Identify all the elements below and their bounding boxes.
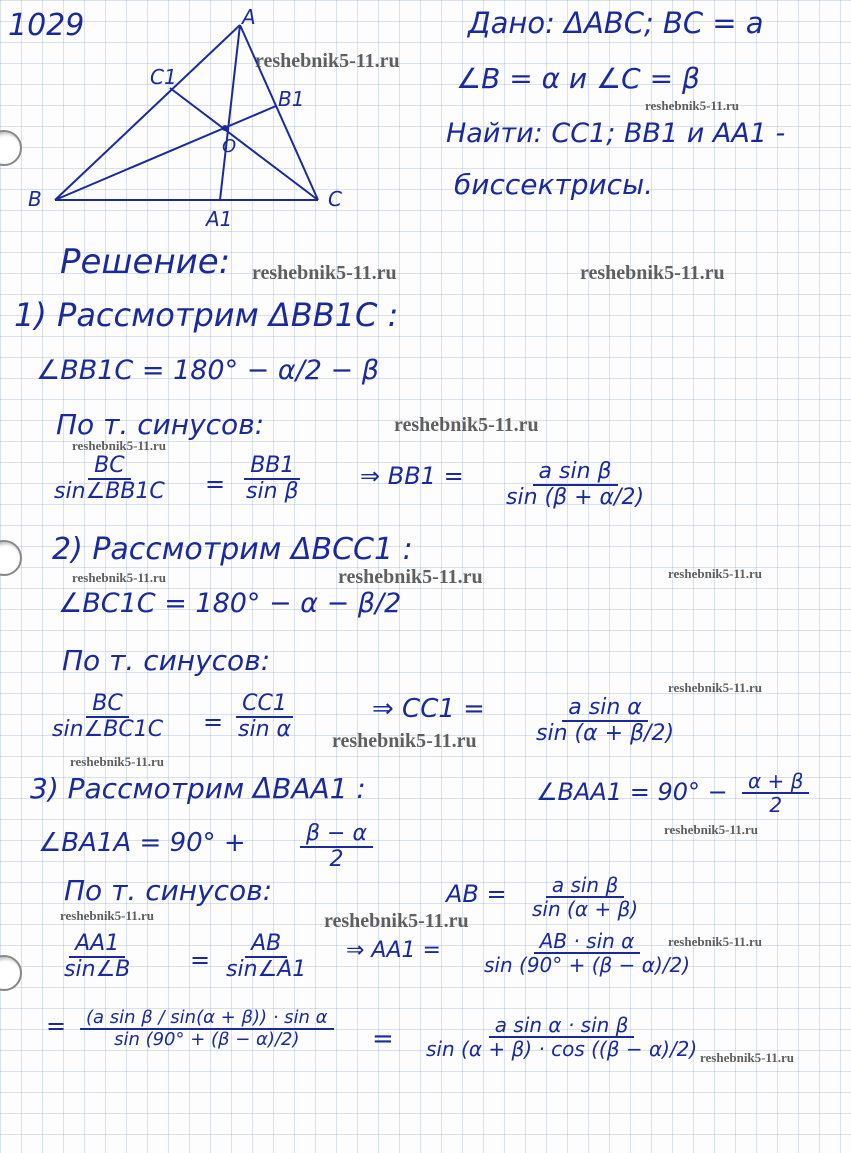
step3-result-lhs: ⇒ AA1 = <box>346 938 441 963</box>
step3-frac-ab <box>220 932 312 982</box>
given-line-2: ∠B = α и ∠C = β <box>456 62 700 95</box>
watermark: reshebnik5-11.ru <box>664 822 759 837</box>
step3-title: 3) Рассмотрим ΔBAA1 : <box>30 772 366 805</box>
fraction-numerator: BC <box>88 454 130 480</box>
fraction-numerator: AB · sin α <box>534 930 641 954</box>
watermark: reshebnik5-11.ru <box>580 262 725 284</box>
step3-angle-ba1a-frac <box>300 822 373 872</box>
fraction-numerator: AB <box>245 932 287 958</box>
fraction-denominator: sin β <box>246 479 299 505</box>
fraction-denominator: sin α <box>238 717 292 743</box>
given-line-1: Дано: ΔABC; BC = a <box>468 6 764 40</box>
equals-sign: = <box>205 470 226 498</box>
watermark: reshebnik5-11.ru <box>338 566 483 588</box>
fraction-numerator: CC1 <box>236 692 293 718</box>
step1-angle: ∠BB1C = 180° − α/2 − β <box>36 355 379 386</box>
fraction-denominator: sin (α + β) · cos ((β − α)/2) <box>426 1037 698 1061</box>
triangle-figure <box>0 0 360 230</box>
label-o: O <box>222 136 237 157</box>
step2-sines: По т. синусов: <box>62 644 271 677</box>
step1-frac-bb1 <box>240 454 305 504</box>
fraction-numerator: a sin α <box>562 696 648 722</box>
step3-ab-lhs: AB = <box>446 880 507 908</box>
watermark: reshebnik5-11.ru <box>394 414 539 436</box>
fraction-numerator: a sin β <box>533 460 618 486</box>
step2-result-lhs: ⇒ CC1 = <box>372 694 485 724</box>
watermark: reshebnik5-11.ru <box>72 438 167 453</box>
fraction-numerator: a sin β <box>546 874 624 898</box>
label-b: B <box>28 187 42 211</box>
step3-frac-aa1 <box>58 932 136 982</box>
fraction-denominator: sin∠A1 <box>226 957 307 983</box>
step2-title: 2) Рассмотрим ΔBCC1 : <box>52 532 413 567</box>
step2-frac-cc1 <box>232 692 297 742</box>
binder-hole <box>0 540 22 576</box>
problem-number: 1029 <box>8 8 85 43</box>
watermark: reshebnik5-11.ru <box>72 570 167 585</box>
fraction-numerator: BC <box>86 692 128 718</box>
watermark: reshebnik5-11.ru <box>70 754 165 769</box>
find-line-2: биссектрисы. <box>454 168 654 201</box>
step3-ab <box>526 874 644 920</box>
fraction-denominator: sin (90° + (β − α)/2) <box>114 1028 300 1050</box>
watermark: reshebnik5-11.ru <box>668 934 763 949</box>
step2-angle: ∠BC1C = 180° − α − β/2 <box>58 588 402 619</box>
step1-result <box>500 460 650 510</box>
side-ab <box>55 25 240 200</box>
label-c1: C1 <box>150 65 177 89</box>
watermark: reshebnik5-11.ru <box>700 1050 795 1065</box>
step3-angle-ba1a: ∠BA1A = 90° + <box>38 828 246 858</box>
watermark: reshebnik5-11.ru <box>668 566 763 581</box>
fraction-numerator: (a sin β / sin(α + β)) · sin α <box>80 1008 334 1030</box>
equals-sign: = <box>203 708 224 736</box>
bisector-bb1 <box>55 106 276 200</box>
fraction-denominator: sin (β + α/2) <box>506 485 645 511</box>
step2-result <box>530 696 680 746</box>
watermark: reshebnik5-11.ru <box>332 730 477 752</box>
label-a: A <box>242 5 256 29</box>
fraction-denominator: sin (α + β/2) <box>536 721 675 747</box>
step3-sines: По т. синусов: <box>64 874 273 907</box>
fraction-denominator: sin (α + β) <box>532 897 639 921</box>
fraction-denominator: 2 <box>329 847 344 873</box>
fraction-numerator: α + β <box>742 770 809 794</box>
step3-result <box>478 930 696 976</box>
fraction-denominator: sin (90° + (β − α)/2) <box>484 953 691 977</box>
fraction-numerator: AA1 <box>69 932 125 958</box>
watermark: reshebnik5-11.ru <box>60 908 155 923</box>
step1-frac-bc <box>48 454 171 504</box>
binder-hole <box>0 955 22 991</box>
fraction-denominator: sin∠B <box>64 957 131 983</box>
watermark: reshebnik5-11.ru <box>255 50 400 72</box>
fraction-denominator: 2 <box>769 793 783 817</box>
label-b1: B1 <box>278 87 305 111</box>
middle-equals: = <box>372 1024 394 1054</box>
watermark: reshebnik5-11.ru <box>252 262 397 284</box>
label-c: C <box>328 187 342 211</box>
solution-heading: Решение: <box>60 242 231 282</box>
find-line-1: Найти: CC1; BB1 и AA1 - <box>446 118 786 149</box>
step1-sines: По т. синусов: <box>56 408 265 441</box>
fraction-denominator: sin∠BB1C <box>54 479 165 505</box>
step3-angle-bae-frac <box>742 770 809 816</box>
watermark: reshebnik5-11.ru <box>645 98 740 113</box>
label-a1: A1 <box>206 207 233 230</box>
step3-angle-bae: ∠BAA1 = 90° − <box>536 778 728 806</box>
incenter-point <box>222 125 228 131</box>
fraction-numerator: a sin α · sin β <box>489 1014 635 1038</box>
bisector-aa1 <box>220 25 240 200</box>
equals-sign: = <box>190 946 211 974</box>
watermark: reshebnik5-11.ru <box>668 680 763 695</box>
step2-frac-bc <box>46 692 169 742</box>
step3-final-2 <box>420 1014 703 1060</box>
step1-title: 1) Рассмотрим ΔBB1C : <box>14 296 399 334</box>
leading-equals: = <box>46 1012 67 1040</box>
fraction-numerator: β − α <box>300 822 373 848</box>
fraction-denominator: sin∠BC1C <box>52 717 164 743</box>
watermark: reshebnik5-11.ru <box>324 910 469 932</box>
step3-final-1 <box>80 1008 334 1050</box>
step1-result-lhs: ⇒ BB1 = <box>360 462 464 490</box>
fraction-numerator: BB1 <box>244 454 300 480</box>
